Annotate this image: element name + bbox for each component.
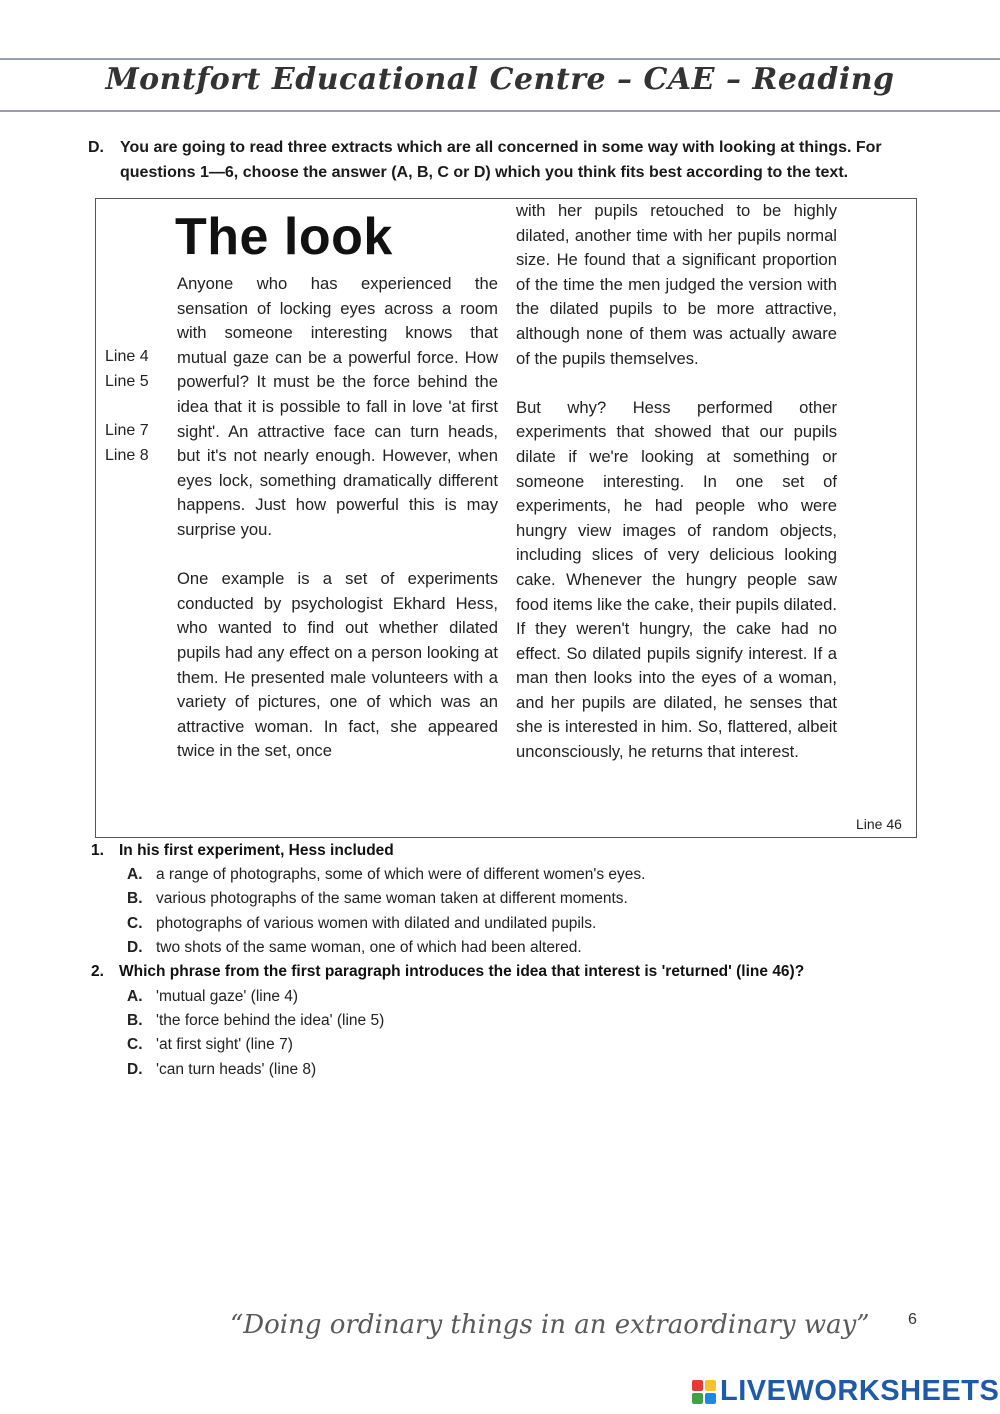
question-text: Which phrase from the first paragraph introduces the idea that interest is 'returned' (line 46)? (119, 963, 805, 980)
question-text: In his first experiment, Hess included (119, 842, 394, 859)
option-text: photographs of various women with dilated and undilated pupils. (156, 915, 597, 932)
article-paragraph: with her pupils retouched to be highly dilated, another time with her pupils normal size. He found that a significant proportion of the time the men judged the version with the dilated pupils to be more attractive, although none of them was actually aware of the pupils themselves. (516, 201, 837, 368)
option-1b[interactable] (127, 887, 628, 912)
article-column-right (516, 199, 837, 765)
instructions-text: You are going to read three extracts which are all concerned in some way with looking at things. For questions 1—6, choose the answer (A, B, C or D) which you think fits best according to the text. (120, 139, 882, 181)
header-rule-bottom (0, 110, 1000, 112)
option-letter: C. (127, 915, 143, 932)
instructions-label: D. (88, 139, 104, 156)
article-paragraph: One example is a set of experiments conducted by psychologist Ekhard Hess, who wanted to find out whether dilated pupils had any effect on a person looking at them. He presented male volunteers with a variety of pictures, one of which was an attractive woman. In fact, she appeared twice in the set, once (177, 569, 498, 761)
header-rule-top (0, 58, 1000, 60)
option-1c[interactable] (127, 912, 596, 937)
option-1d[interactable] (127, 936, 582, 961)
footer-motto: “Doing ordinary things in an extraordinary way” (230, 1310, 870, 1340)
option-text: 'the force behind the idea' (line 5) (156, 1012, 385, 1029)
option-letter: A. (127, 866, 143, 883)
option-letter: C. (127, 1036, 143, 1053)
line-label-46: Line 46 (856, 816, 902, 832)
option-letter: B. (127, 1012, 143, 1029)
article-paragraph: But why? Hess performed other experiments that showed that our pupils dilate if we're looking at something or someone interesting. In one set of experiments, he had people who were hungry view images of random objects, including slices of very delicious looking cake. Whenever the hungry people saw food items like the cake, their pupils dilated. If they weren't hungry, the cake had no effect. So dilated pupils signify interest. If a man then looks into the eyes of a woman, and her pupils are dilated, he senses that she is interested in him. So, flattered, albeit unconsciously, he returns that interest. (516, 397, 837, 762)
option-text: various photographs of the same woman taken at different moments. (156, 890, 628, 907)
question-2 (91, 960, 804, 985)
option-1a[interactable] (127, 863, 645, 888)
liveworksheets-logo-icon (692, 1380, 716, 1404)
line-label-8: Line 8 (105, 447, 149, 464)
option-text: a range of photographs, some of which were of different women's eyes. (156, 866, 646, 883)
liveworksheets-brand[interactable] (692, 1375, 999, 1408)
line-label-4: Line 4 (105, 348, 149, 365)
option-2d[interactable] (127, 1058, 316, 1083)
option-2a[interactable] (127, 985, 298, 1010)
instructions (88, 135, 908, 185)
page-number: 6 (908, 1311, 917, 1328)
line-label-7: Line 7 (105, 422, 149, 439)
article-paragraph: Anyone who has experienced the sensation of locking eyes across a room with someone interesting knows that mutual gaze can be a powerful force. How powerful? It must be the force behind the idea that it is possible to fall in love 'at first sight'. An attractive face can turn heads, but it's not nearly enough. However, when eyes lock, something dramatically different happens. Just how powerful this is may surprise you. (177, 274, 498, 539)
liveworksheets-wordmark: LIVEWORKSHEETS (720, 1375, 1000, 1407)
question-number: 1. (91, 842, 104, 859)
question-1 (91, 839, 394, 864)
article-column-left (177, 272, 498, 764)
question-number: 2. (91, 963, 104, 980)
option-text: two shots of the same woman, one of which had been altered. (156, 939, 582, 956)
line-label-5: Line 5 (105, 373, 149, 390)
option-letter: A. (127, 988, 143, 1005)
option-letter: B. (127, 890, 143, 907)
option-letter: D. (127, 1061, 143, 1078)
option-letter: D. (127, 939, 143, 956)
option-text: 'mutual gaze' (line 4) (156, 988, 299, 1005)
option-2b[interactable] (127, 1009, 384, 1034)
option-text: 'can turn heads' (line 8) (156, 1061, 317, 1078)
article-title: The look (175, 208, 393, 266)
option-text: 'at first sight' (line 7) (156, 1036, 293, 1053)
option-2c[interactable] (127, 1033, 293, 1058)
page-header-title: Montfort Educational Centre – CAE – Reading (105, 62, 895, 97)
